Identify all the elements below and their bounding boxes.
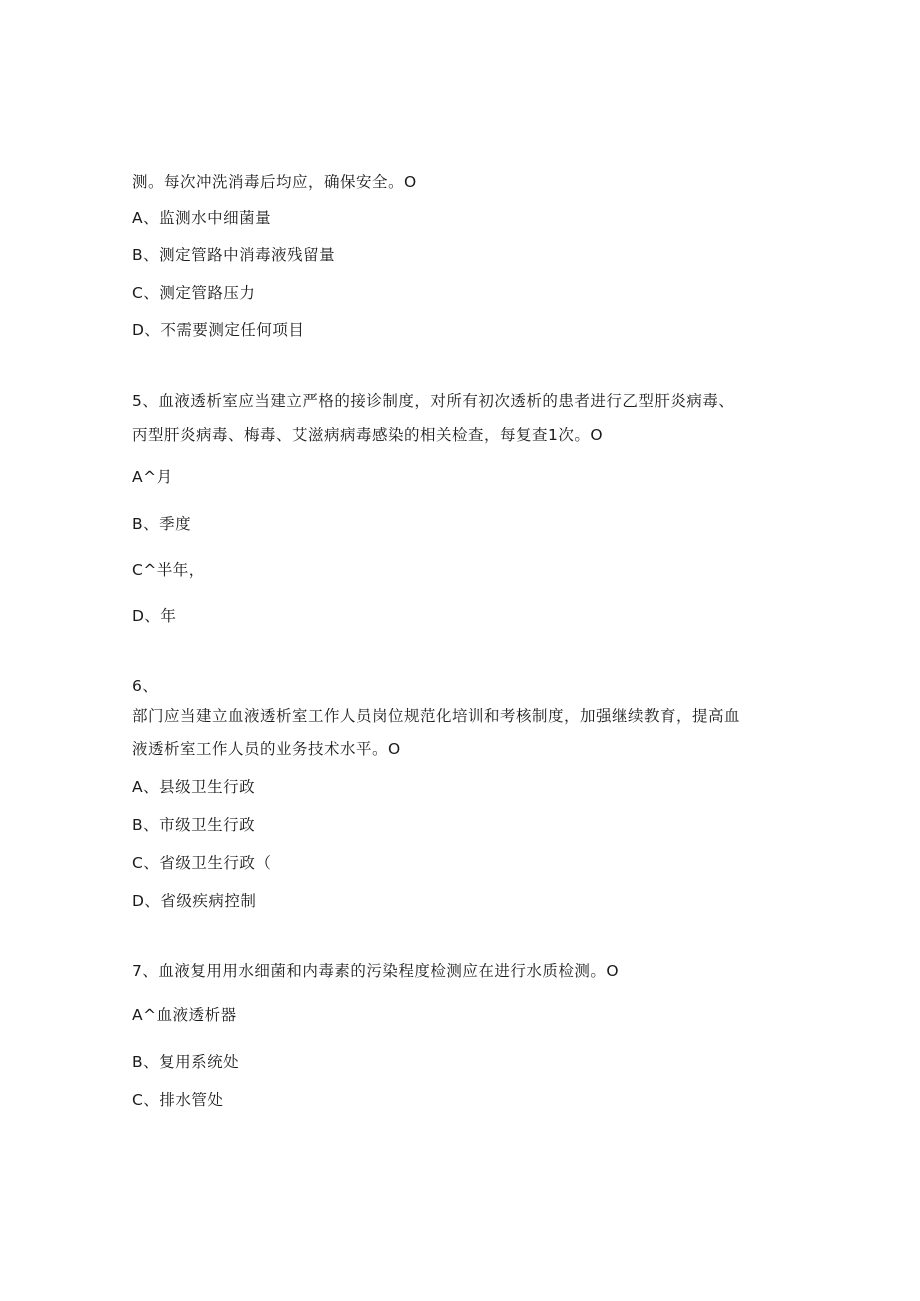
q6-number: 6、 [132,677,159,695]
q4-continuation: 测。每次冲洗消毒后均应，确保安全。O [132,173,417,191]
q5-option-a: A^月 [132,468,173,486]
q6-stem-line-1: 部门应当建立血液透析室工作人员岗位规范化培训和考核制度，加强继续教育，提高血 [132,707,741,725]
q4-option-d: D、不需要测定任何项目 [132,321,305,339]
q6-option-d: D、省级疾病控制 [132,892,257,910]
q4-option-a: A、监测水中细菌量 [132,209,272,227]
q7-option-c: C、排水管处 [132,1091,224,1109]
q6-option-a: A、县级卫生行政 [132,778,256,796]
q6-option-c: C、省级卫生行政（ [132,854,272,872]
q4-option-c: C、测定管路压力 [132,284,256,302]
q6-option-b: B、市级卫生行政 [132,816,256,834]
q4-option-b: B、测定管路中消毒液残留量 [132,246,336,264]
q7-option-b: B、复用系统处 [132,1053,240,1071]
q6-stem-line-2: 液透析室工作人员的业务技术水平。O [132,740,401,758]
q7-stem: 7、血液复用用水细菌和内毒素的污染程度检测应在进行水质检测。O [132,962,620,980]
q5-stem-line-2: 丙型肝炎病毒、梅毒、艾滋病病毒感染的相关检查，每复查1次。O [132,426,604,444]
q5-option-b: B、季度 [132,515,192,533]
q7-option-a: A^血液透析器 [132,1006,237,1024]
q5-option-d: D、年 [132,607,177,625]
q5-stem-line-1: 5、血液透析室应当建立严格的接诊制度，对所有初次透析的患者进行乙型肝炎病毒、 [132,392,735,410]
q5-option-c: C^半年， [132,561,205,579]
